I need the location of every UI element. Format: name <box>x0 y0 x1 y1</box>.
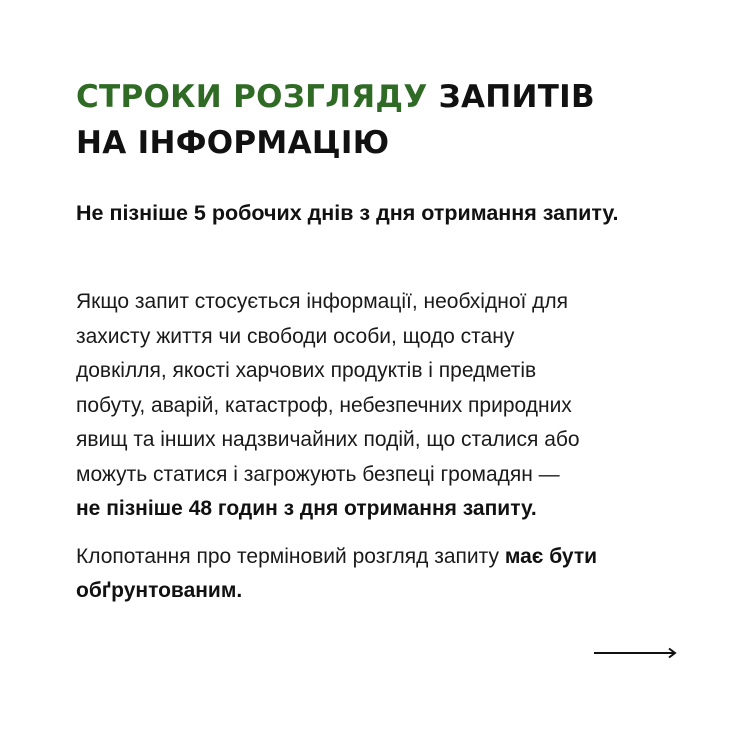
title-accent: СТРОКИ РОЗГЛЯДУ <box>76 79 428 115</box>
arrow-right-icon[interactable] <box>594 646 678 660</box>
title-rest-line1: ЗАПИТІВ <box>438 79 595 115</box>
page-title <box>76 74 696 166</box>
justification-note <box>76 540 676 608</box>
deadline-statement: Не пізніше 5 робочих днів з дня отримання запиту. <box>76 201 619 225</box>
note-text: Клопотання про терміновий розгляд запиту <box>76 545 505 568</box>
body-line: явищ та інших надзвичайних подій, що сталися або <box>76 428 580 451</box>
title-line2: НА ІНФОРМАЦІЮ <box>76 125 390 161</box>
body-line: Якщо запит стосується інформації, необхідної для <box>76 290 569 313</box>
note-emphasis: має бути обґрунтованим. <box>76 545 598 602</box>
body-line: довкілля, якості харчових продуктів і предметів <box>76 359 537 382</box>
urgent-case-paragraph <box>76 285 686 527</box>
body-line: захисту життя чи свободи особи, щодо стану <box>76 324 515 348</box>
body-line: можуть статися і загрожують безпеці громадян — <box>76 462 560 486</box>
urgent-deadline: не пізніше 48 годин з дня отримання запиту. <box>76 497 537 520</box>
body-line: побуту, аварій, катастроф, небезпечних природних <box>76 393 572 417</box>
